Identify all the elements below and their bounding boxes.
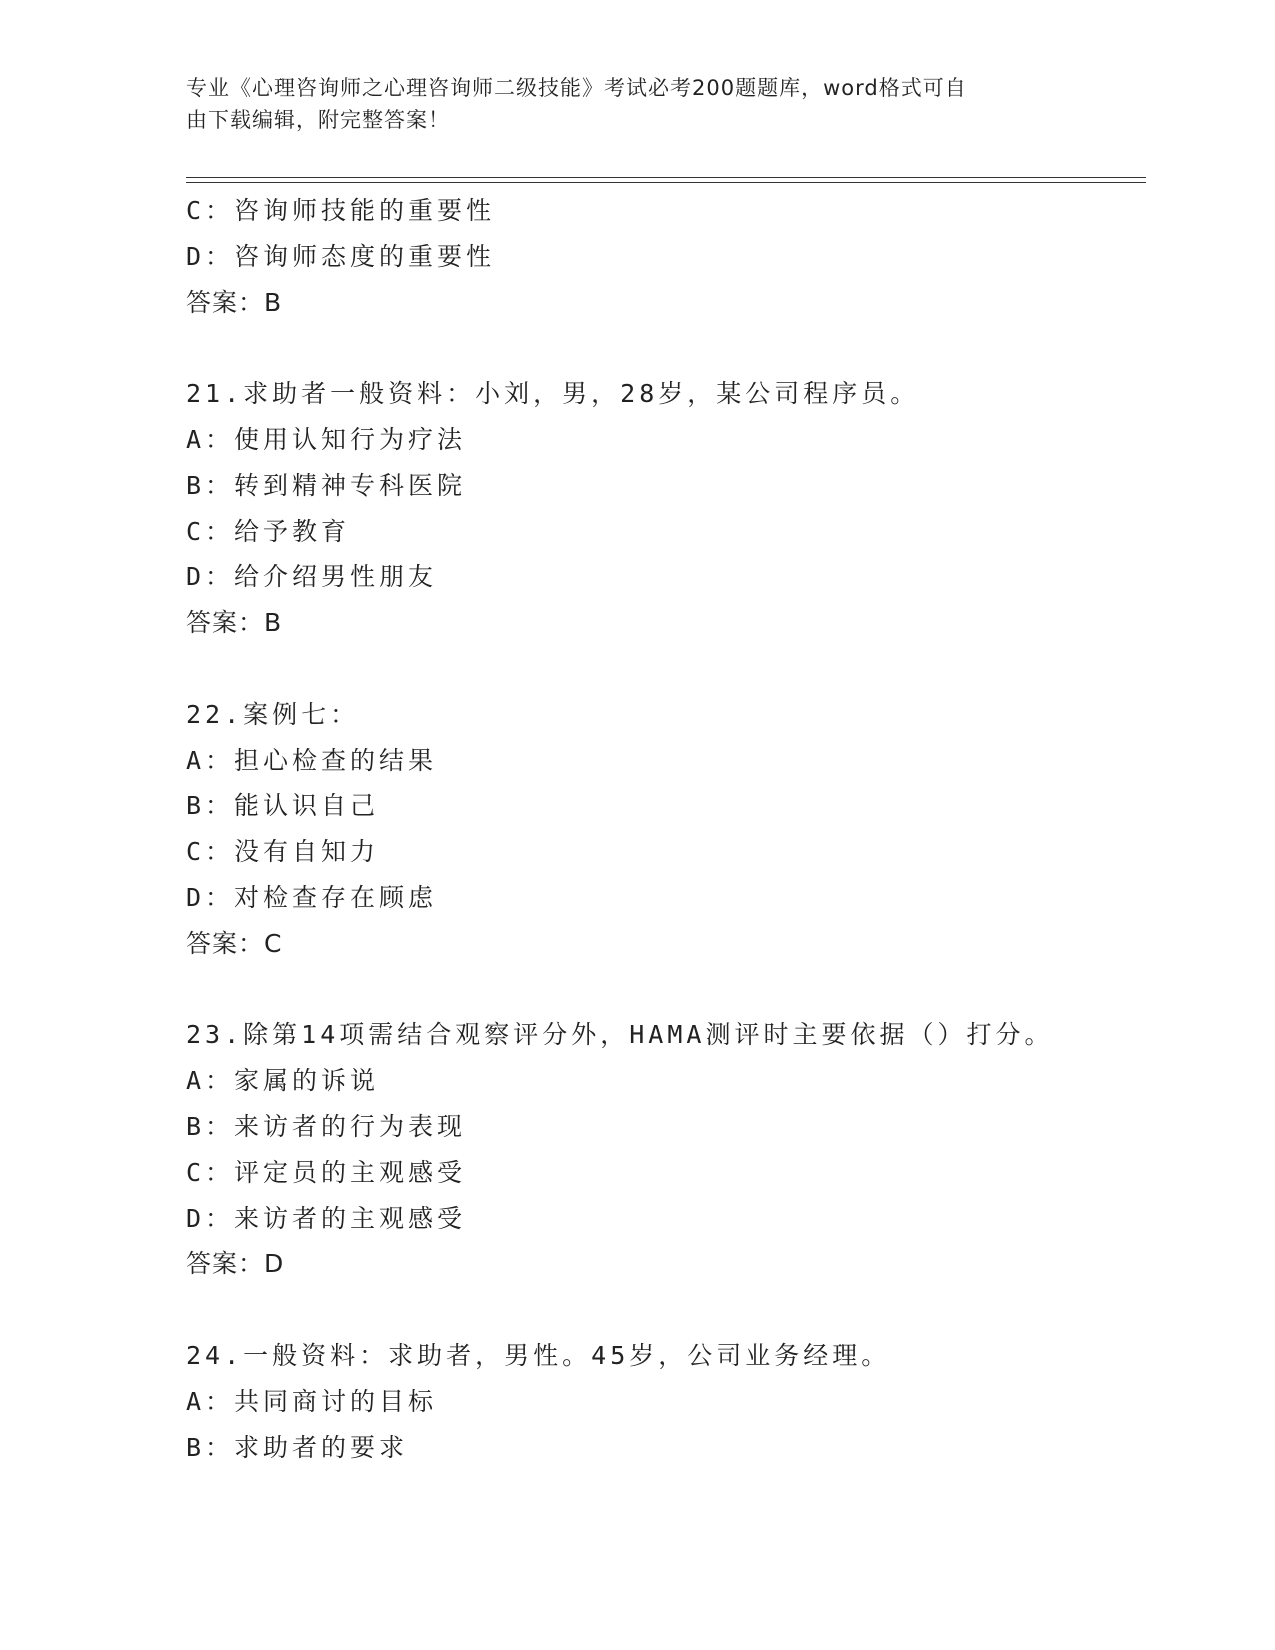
answer-line: 答案：B (186, 608, 283, 638)
header-divider-bottom (186, 182, 1146, 183)
question-stem: 23.除第14项需结合观察评分外，HAMA测评时主要依据（）打分。 (186, 1020, 1054, 1050)
question-list (186, 188, 1146, 1470)
header-line-2: 由下载编辑，附完整答案！ (186, 108, 450, 132)
option-d: D：咨询师态度的重要性 (186, 241, 496, 271)
option-c: C：咨询师技能的重要性 (186, 196, 496, 225)
option-a: A：担心检查的结果 (186, 745, 438, 775)
question-stem: 22.案例七： (186, 699, 360, 729)
option-a: A：使用认知行为疗法 (186, 424, 467, 454)
option-d: D：对检查存在顾虑 (186, 882, 438, 912)
option-b: B：转到精神专科医院 (186, 470, 467, 500)
question-stem: 21.求助者一般资料：小刘，男，28岁，某公司程序员。 (186, 379, 920, 409)
option-c: C：评定员的主观感受 (186, 1157, 467, 1187)
option-d: D：给介绍男性朋友 (186, 562, 438, 592)
option-d: D：来访者的主观感受 (186, 1203, 467, 1233)
option-a: A：家属的诉说 (186, 1066, 380, 1096)
option-c: C：给予教育 (186, 516, 351, 546)
option-b: B：来访者的行为表现 (186, 1111, 467, 1141)
option-a: A：共同商讨的目标 (186, 1386, 438, 1416)
header-line-1: 专业《心理咨询师之心理咨询师二级技能》考试必考200题题库，word格式可自 (186, 76, 967, 100)
option-b: B：能认识自己 (186, 791, 380, 821)
option-c: C：没有自知力 (186, 837, 380, 867)
answer-line: 答案：B (186, 287, 283, 317)
header-divider-top (186, 177, 1146, 178)
answer-line: 答案：C (186, 928, 283, 958)
option-b: B：求助者的要求 (186, 1432, 409, 1462)
question-stem: 24.一般资料：求助者，男性。45岁，公司业务经理。 (186, 1340, 891, 1370)
document-header (186, 72, 1066, 136)
answer-line: 答案：D (186, 1249, 285, 1279)
